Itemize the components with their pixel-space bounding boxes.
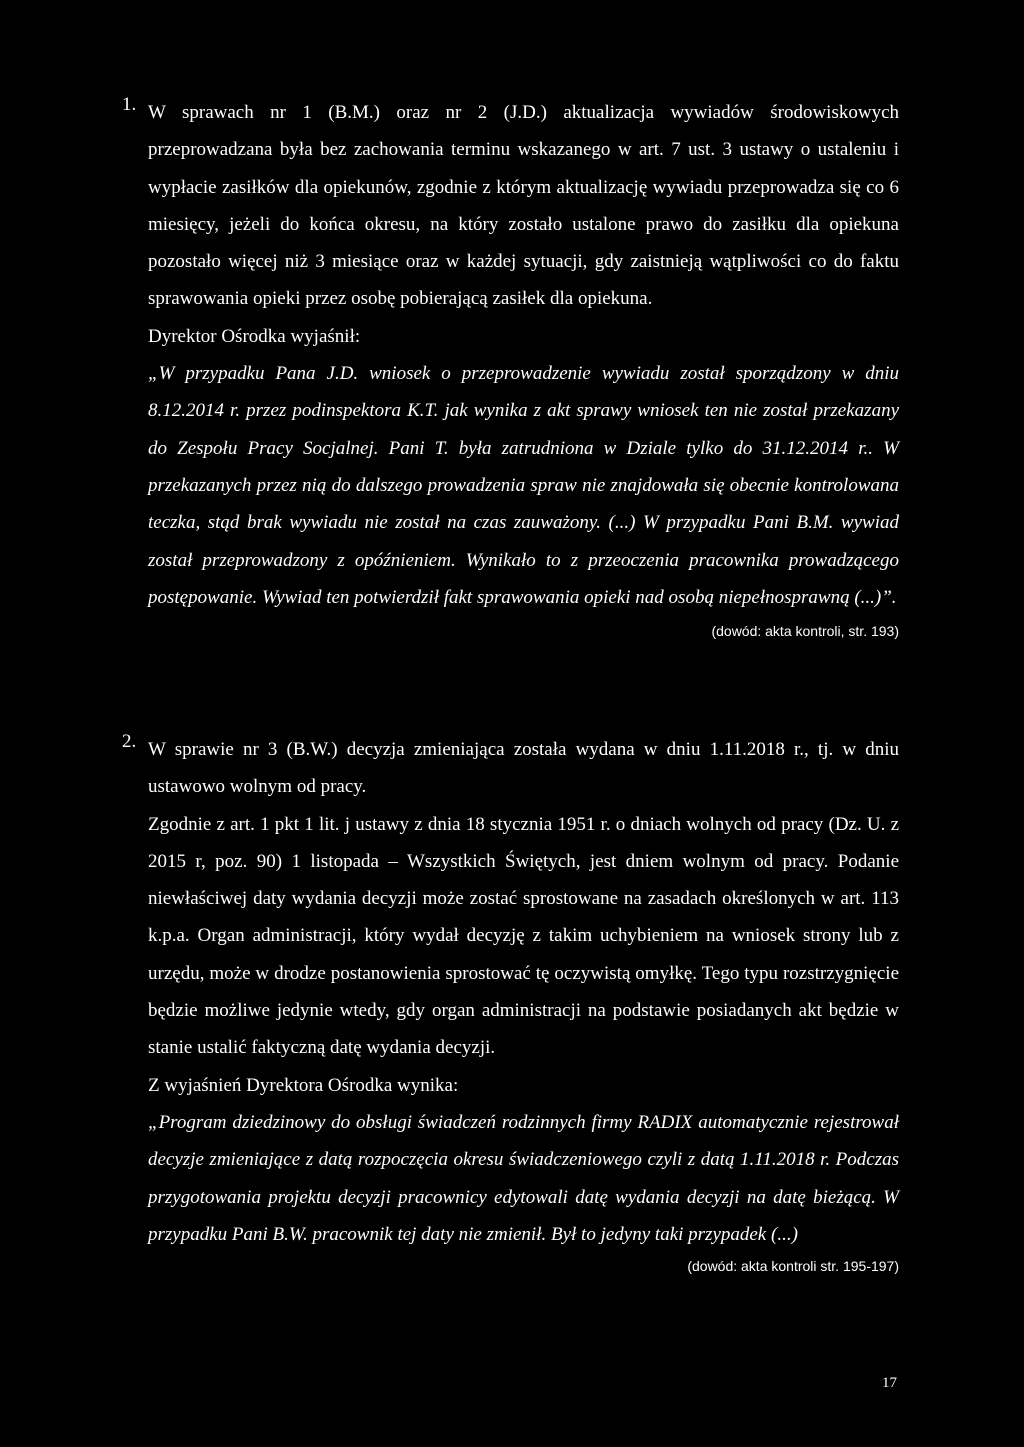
section-2-source: (dowód: akta kontroli str. 195-197) (687, 1258, 899, 1275)
section-1-explanation-intro: Dyrektor Ośrodka wyjaśnił: (148, 325, 361, 347)
section-1-source: (dowód: akta kontroli, str. 193) (711, 623, 899, 640)
section-2-explanation-intro: Z wyjaśnień Dyrektora Ośrodka wynika: (148, 1074, 459, 1096)
section-1-number: 1. (122, 94, 137, 115)
section-2-number: 2. (122, 731, 137, 752)
page-number: 17 (882, 1375, 897, 1391)
section-2-legal: Zgodnie z art. 1 pkt 1 lit. j ustawy z dnia 18 stycznia 1951 r. o dniach wolnych od pracy (Dz. U. z 2015 r, poz. 90) 1 listopada – Wszystkich Świętych, jest dniem wolnym od pracy. Podanie niewłaściwej daty wydania decyzji może zostać sprostowane na zasadach określonych w art. 113 k.p.a. Organ administracji, który wydał decyzję z takim uchybieniem na wniosek strony lub z urzędu, może w drodze postanowienia sprostować tę oczywistą omyłkę. Tego typu rozstrzygnięcie będzie możliwe jedynie wtedy, gdy organ administracji na podstawie posiadanych akt będzie w stanie ustalić faktyczną datę wydania decyzji. (148, 813, 899, 1059)
section-2 (122, 731, 899, 1277)
section-1-quote: „W przypadku Pana J.D. wniosek o przeprowadzenie wywiadu został sporządzony w dniu 8.12.2014 r. przez podinspektora K.T. jak wynika z akt sprawy wniosek ten nie został przekazany do Zespołu Pracy Socjalnej. Pani T. była zatrudniona w Dziale tylko do 31.12.2014 r.. W przekazanych przez nią do dalszego prowadzenia spraw nie znajdowała się obecnie kontrolowana teczka, stąd brak wywiadu nie został na czas zauważony. (...) W przypadku Pani B.M. wywiad został przeprowadzony z opóźnieniem. Wynikało to z przeoczenia pracownika prowadzącego postępowanie. Wywiad ten potwierdził fakt sprawowania opieki nad osobą niepełnosprawną (...)”. (148, 363, 899, 608)
section-2-quote: „Program dziedzinowy do obsługi świadczeń rodzinnych firmy RADIX automatycznie rejestrował decyzje zmieniające z datą rozpoczęcia okresu świadczeniowego czyli z datą 1.11.2018 r. Podczas przygotowania projektu decyzji pracownicy edytowali datę wydania decyzji na datę bieżącą. W przypadku Pani B.W. pracownik tej daty nie zmienił. Był to jedyny taki przypadek (...) (148, 1111, 899, 1245)
section-2-intro: W sprawie nr 3 (B.W.) decyzja zmieniająca została wydana w dniu 1.11.2018 r., tj. w dniu ustawowo wolnym od pracy. (148, 739, 899, 798)
section-1 (122, 94, 899, 642)
section-1-intro: W sprawach nr 1 (B.M.) oraz nr 2 (J.D.) aktualizacja wywiadów środowiskowych przeprowadzana była bez zachowania terminu wskazanego w art. 7 ust. 3 ustawy o ustaleniu i wypłacie zasiłków dla opiekunów, zgodnie z którym aktualizację wywiadu przeprowadza się co 6 miesięcy, jeżeli do końca okresu, na który zostało ustalone prawo do zasiłku dla opiekuna pozostało więcej niż 3 miesiące oraz w każdej sytuacji, gdy zaistnieją wątpliwości co do faktu sprawowania opieki przez osobę pobierającą zasiłek dla opiekuna. (148, 102, 899, 310)
